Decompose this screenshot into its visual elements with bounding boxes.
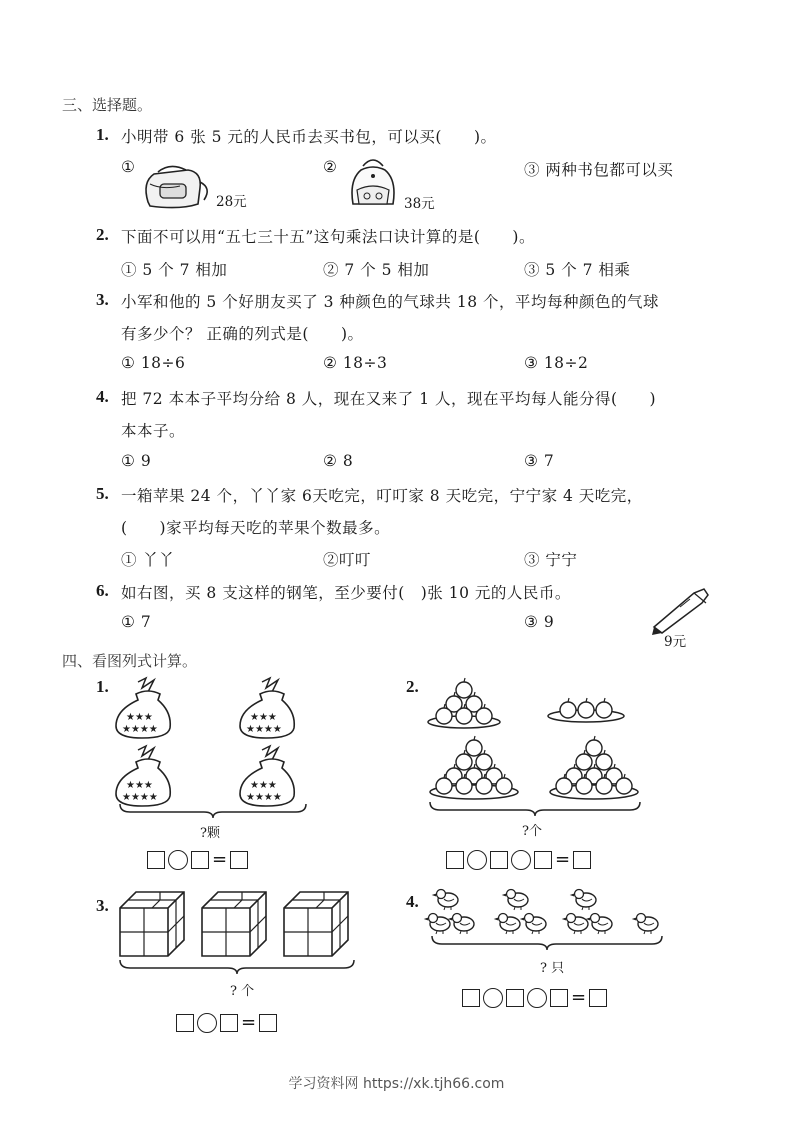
svg-text:★★★★: ★★★★: [122, 724, 158, 735]
backpack-icon: [345, 154, 401, 210]
q2-option-3[interactable]: ③ 5 个 7 相乘: [524, 261, 631, 279]
q6-option-3[interactable]: ③ 9: [524, 613, 555, 631]
q4-option-1[interactable]: ① 9: [121, 452, 152, 470]
q3-option-3[interactable]: ③ 18÷2: [524, 354, 589, 372]
q4-option-3[interactable]: ③ 7: [524, 452, 555, 470]
operator-circle[interactable]: [197, 1013, 217, 1033]
q1-option-3[interactable]: ③ 两种书包都可以买: [524, 161, 674, 179]
q3-number: 3.: [96, 290, 109, 309]
q1-option-2[interactable]: ②: [323, 158, 338, 176]
answer-box[interactable]: [462, 989, 480, 1007]
operator-circle[interactable]: [168, 850, 188, 870]
answer-box[interactable]: [220, 1014, 238, 1032]
q3-text-line1: 小军和他的 5 个好朋友买了 3 种颜色的气球共 18 个，平均每种颜色的气球: [121, 293, 660, 311]
footer-link[interactable]: 学习资料网 https://xk.tjh66.com: [288, 1076, 505, 1092]
q3-text-line2: 有多少个？ 正确的列式是( )。: [121, 325, 364, 343]
answer-box[interactable]: [230, 851, 248, 869]
q5-text-line2: ( )家平均每天吃的苹果个数最多。: [121, 519, 391, 537]
operator-circle[interactable]: [527, 988, 547, 1008]
backpack-icon: [140, 162, 212, 210]
answer-box[interactable]: [550, 989, 568, 1007]
q3-option-1[interactable]: ① 18÷6: [121, 354, 186, 372]
q6-number: 6.: [96, 581, 109, 600]
equals-sign: =: [212, 849, 228, 870]
p3-number: 3.: [96, 896, 109, 915]
answer-box[interactable]: [573, 851, 591, 869]
q3-option-2[interactable]: ② 18÷3: [323, 354, 388, 372]
brace: [430, 934, 666, 950]
p4-number: 4.: [406, 892, 419, 911]
equals-sign: =: [241, 1012, 257, 1033]
operator-circle[interactable]: [467, 850, 487, 870]
p2-equation: [446, 850, 591, 870]
p4-label: ? 只: [540, 961, 565, 976]
p1-number: 1.: [96, 677, 109, 696]
cube-icon: [118, 890, 368, 960]
q4-text-line2: 本本子。: [121, 422, 186, 440]
p3-label: ? 个: [230, 984, 255, 999]
q1-price-1: 28元: [216, 194, 247, 210]
q5-text-line1: 一箱苹果 24 个，丫丫家 6天吃完，叮叮家 8 天吃完，宁宁家 4 天吃完，: [121, 487, 643, 505]
q5-option-2[interactable]: ②叮叮: [323, 551, 372, 569]
section3-title: 三、选择题。: [62, 96, 153, 114]
p1-equation: [147, 850, 248, 870]
q6-option-1[interactable]: ① 7: [121, 613, 152, 631]
pen-icon: [650, 585, 714, 633]
answer-box[interactable]: [534, 851, 552, 869]
apple-plate-icon: [426, 676, 646, 806]
answer-box[interactable]: [589, 989, 607, 1007]
q1-number: 1.: [96, 125, 109, 144]
q2-option-1[interactable]: ① 5 个 7 相加: [121, 261, 228, 279]
candy-bag-icon: [112, 678, 312, 818]
q6-text: 如右图，买 8 支这样的钢笔，至少要付( )张 10 元的人民币。: [121, 584, 571, 602]
answer-box[interactable]: [176, 1014, 194, 1032]
q2-option-2[interactable]: ② 7 个 5 相加: [323, 261, 430, 279]
q2-number: 2.: [96, 225, 109, 244]
answer-box[interactable]: [191, 851, 209, 869]
answer-box[interactable]: [147, 851, 165, 869]
svg-text:★★★: ★★★: [126, 712, 153, 723]
q1-option-1[interactable]: ①: [121, 158, 136, 176]
q6-price: 9元: [664, 634, 687, 650]
operator-circle[interactable]: [511, 850, 531, 870]
q5-option-3[interactable]: ③ 宁宁: [524, 551, 578, 569]
q1-text: 小明带 6 张 5 元的人民币去买书包，可以买( )。: [121, 128, 497, 146]
answer-box[interactable]: [259, 1014, 277, 1032]
brace: [118, 958, 358, 974]
brace: [118, 802, 308, 818]
p4-equation: [462, 988, 607, 1008]
answer-box[interactable]: [490, 851, 508, 869]
q2-text: 下面不可以用“五七三十五”这句乘法口诀计算的是( )。: [121, 228, 535, 246]
q1-price-2: 38元: [404, 196, 435, 212]
answer-box[interactable]: [506, 989, 524, 1007]
answer-box[interactable]: [446, 851, 464, 869]
q5-number: 5.: [96, 484, 109, 503]
q4-text-line1: 把 72 本本子平均分给 8 人，现在又来了 1 人，现在平均每人能分得( ): [121, 390, 657, 408]
q4-number: 4.: [96, 387, 109, 406]
p3-equation: [176, 1013, 277, 1033]
brace: [428, 800, 642, 816]
q5-option-1[interactable]: ① 丫丫: [121, 551, 175, 569]
operator-circle[interactable]: [483, 988, 503, 1008]
p1-label: ?颗: [200, 826, 220, 841]
equals-sign: =: [571, 987, 587, 1008]
q4-option-2[interactable]: ② 8: [323, 452, 354, 470]
p2-label: ?个: [522, 824, 542, 839]
p2-number: 2.: [406, 677, 419, 696]
section4-title: 四、看图列式计算。: [62, 652, 198, 670]
equals-sign: =: [555, 849, 571, 870]
